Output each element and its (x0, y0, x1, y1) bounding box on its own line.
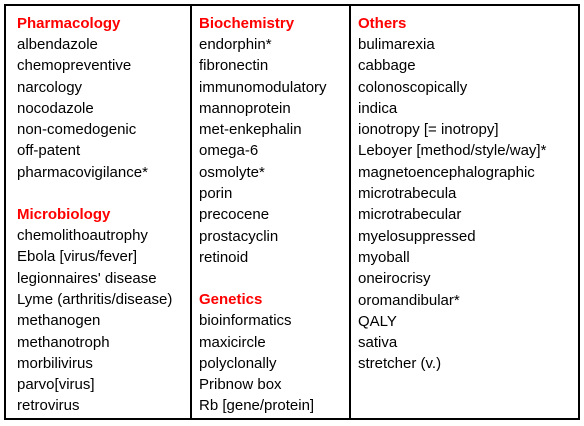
section-heading: Microbiology (17, 206, 111, 224)
term-item: prostacyclin (199, 227, 279, 245)
term-item: osmolyte* (199, 163, 265, 181)
section-heading: Genetics (199, 291, 263, 309)
section-gap (17, 183, 190, 204)
term-item: retinoid (199, 248, 249, 266)
terms-table (4, 4, 580, 420)
term-item: precocene (199, 206, 270, 224)
term-item: polyclonally (199, 354, 277, 372)
term-item: albendazole (17, 36, 98, 53)
term-item: stretcher (v.) (358, 355, 442, 373)
term-item: oneirocrisy (358, 270, 431, 288)
section-gap (199, 268, 349, 289)
term-item: chemopreventive (17, 57, 132, 75)
term-item: legionnaires' disease (17, 269, 157, 287)
term-item: cabbage (358, 57, 416, 75)
section-heading: Pharmacology (17, 15, 121, 32)
term-item: Leboyer [method/style/way]* (358, 142, 547, 160)
section-heading: Others (358, 15, 407, 32)
term-item: immunomodulatory (199, 78, 327, 96)
term-item: Pribnow box (199, 376, 282, 394)
term-item: maxicircle (199, 333, 266, 351)
term-item: bulimarexia (358, 36, 435, 53)
term-item: mannoprotein (199, 99, 291, 117)
term-item: narcology (17, 78, 83, 96)
column-1 (6, 6, 192, 418)
column-3 (351, 6, 578, 418)
term-item: magnetoencephalographic (358, 163, 535, 181)
term-item: porin (199, 185, 233, 203)
term-item: sativa (358, 334, 398, 352)
term-item: non-comedogenic (17, 121, 137, 139)
term-item: morbilivirus (17, 354, 93, 372)
term-item: QALY (358, 312, 397, 330)
term-item: bioinformatics (199, 312, 292, 330)
term-item: myoball (358, 248, 410, 266)
term-item: methanogen (17, 312, 101, 330)
term-item: pharmacovigilance* (17, 163, 148, 181)
term-item: parvo[virus] (17, 376, 95, 394)
term-item: Lyme (arthritis/disease) (17, 290, 173, 308)
term-item: methanotroph (17, 333, 110, 351)
term-item: indica (358, 99, 398, 117)
term-item: retrovirus (17, 397, 80, 415)
term-item: endorphin* (199, 36, 272, 53)
term-item: omega-6 (199, 142, 259, 160)
term-item: Ebola [virus/fever] (17, 248, 138, 266)
column-2 (192, 6, 351, 418)
term-item: oromandibular* (358, 291, 460, 309)
term-item: fibronectin (199, 57, 269, 75)
term-item: Rb [gene/protein] (199, 397, 315, 415)
term-item: myelosuppressed (358, 227, 476, 245)
section-heading: Biochemistry (199, 15, 295, 32)
term-item: microtrabecula (358, 185, 457, 203)
term-item: off-patent (17, 142, 81, 160)
term-item: ionotropy [= inotropy] (358, 121, 499, 139)
term-item: nocodazole (17, 99, 94, 117)
term-item: microtrabecular (358, 206, 462, 224)
term-item: chemolithoautrophy (17, 227, 148, 245)
term-item: met-enkephalin (199, 121, 302, 139)
term-item: colonoscopically (358, 78, 468, 96)
